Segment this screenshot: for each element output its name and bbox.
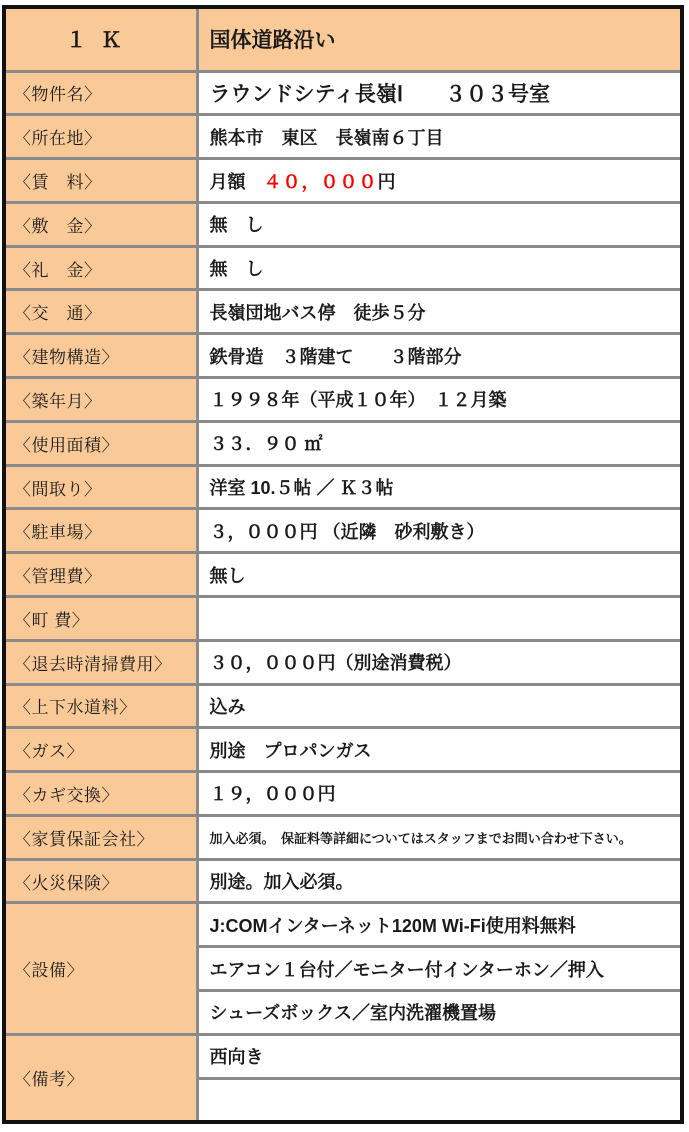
row-key-exchange [4,772,682,816]
header-row [4,7,682,71]
property-name-label: 〈物件名〉 [4,71,197,115]
built-year-month-value: １９９８年（平成１０年） １２月築 [197,378,682,422]
remarks-line-2 [197,1078,682,1122]
moveout-cleaning-fee-label: 〈退去時清掃費用〉 [4,640,197,684]
water-supply-fee-label: 〈上下水道料〉 [4,684,197,728]
row-transport [4,290,682,334]
rent-suffix: 円 [377,171,396,192]
row-key-money [4,246,682,290]
layout-label: 〈間取り〉 [4,465,197,509]
key-exchange-value: １９，０００円 [197,772,682,816]
building-structure-label: 〈建物構造〉 [4,334,197,378]
town-fee-label: 〈町 費〉 [4,596,197,640]
key-money-value: 無 し [197,246,682,290]
row-property-name [4,71,682,115]
row-building-structure [4,334,682,378]
row-water-supply-fee [4,684,682,728]
rent-amount: ４０，０００ [263,171,378,192]
rent-guarantee-company-value: 加入必須。 保証料等詳細についてはスタッフまでお問い合わせ下さい。 [197,815,682,859]
row-remarks-1 [4,1034,682,1078]
row-parking [4,509,682,553]
row-location [4,115,682,159]
rent-label: 〈賃 料〉 [4,159,197,203]
row-management-fee [4,553,682,597]
row-town-fee [4,596,682,640]
property-name-value: ラウンドシティ長嶺Ⅰ ３０３号室 [197,71,682,115]
transport-value: 長嶺団地バス停 徒歩５分 [197,290,682,334]
row-built-year-month [4,378,682,422]
floor-area-label: 〈使用面積〉 [4,421,197,465]
rent-guarantee-company-label: 〈家賃保証会社〉 [4,815,197,859]
facilities-label: 〈設備〉 [4,903,197,1034]
fire-insurance-label: 〈火災保険〉 [4,859,197,903]
facilities-line-2: エアコン１台付／モニター付インターホン／押入 [197,947,682,991]
row-fire-insurance [4,859,682,903]
remarks-label: 〈備考〉 [4,1034,197,1122]
row-rent [4,159,682,203]
built-year-month-label: 〈築年月〉 [4,378,197,422]
row-layout [4,465,682,509]
gas-value: 別途 プロパンガス [197,728,682,772]
water-supply-fee-value: 込み [197,684,682,728]
deposit-label: 〈敷 金〉 [4,202,197,246]
row-gas [4,728,682,772]
gas-label: 〈ガス〉 [4,728,197,772]
property-spec-table [2,5,684,1124]
facilities-line-3: シューズボックス／室内洗濯機置場 [197,990,682,1034]
row-deposit [4,202,682,246]
remarks-line-1: 西向き [197,1034,682,1078]
headline-cell: 国体道路沿い [197,7,682,71]
town-fee-value [197,596,682,640]
transport-label: 〈交 通〉 [4,290,197,334]
moveout-cleaning-fee-value: ３０，０００円（別途消費税） [197,640,682,684]
deposit-value: 無 し [197,202,682,246]
management-fee-label: 〈管理費〉 [4,553,197,597]
fire-insurance-value: 別途。加入必須。 [197,859,682,903]
row-floor-area [4,421,682,465]
parking-label: 〈駐車場〉 [4,509,197,553]
location-label: 〈所在地〉 [4,115,197,159]
key-exchange-label: 〈カギ交換〉 [4,772,197,816]
layout-type-cell: １Ｋ [4,7,197,71]
floor-area-value: ３３．９０ ㎡ [197,421,682,465]
row-facilities-1 [4,903,682,947]
rent-prefix: 月額 [209,171,264,192]
facilities-line-1: J:COMインターネット120M Wi-Fi使用料無料 [197,903,682,947]
parking-value: ３，０００円 （近隣 砂利敷き） [197,509,682,553]
layout-value: 洋室 10.５帖 ／ Ｋ３帖 [197,465,682,509]
location-value: 熊本市 東区 長嶺南６丁目 [197,115,682,159]
rent-value [197,159,682,203]
row-moveout-cleaning-fee [4,640,682,684]
building-structure-value: 鉄骨造 ３階建て ３階部分 [197,334,682,378]
management-fee-value: 無し [197,553,682,597]
key-money-label: 〈礼 金〉 [4,246,197,290]
property-sheet [0,5,689,1132]
row-rent-guarantee-company [4,815,682,859]
